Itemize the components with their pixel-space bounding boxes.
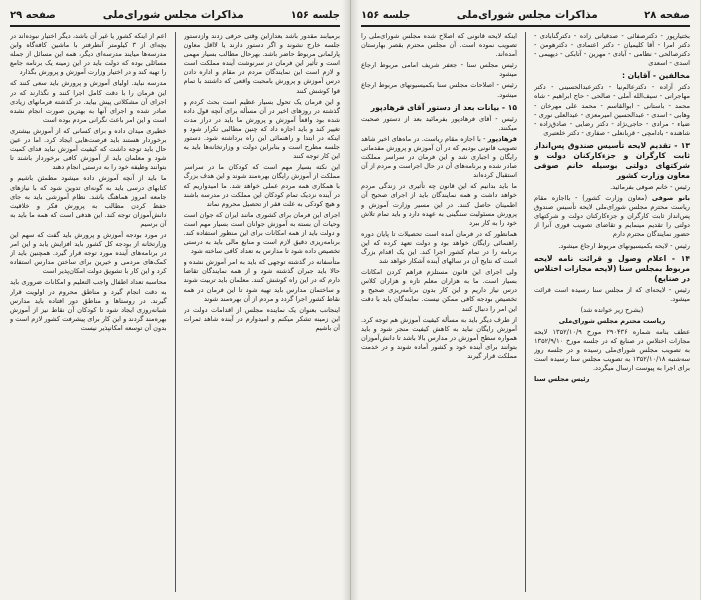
chair-remark: رئیس - آقای فرهادپور بفرمائید بعد از دستور صحبت میکنند. xyxy=(361,114,517,132)
paragraph: همانطور که در فرمان آمده است تحصیلات تا پایان دوره راهنمائی رایگان خواهد بود و دولت تعهد کرده که این برنامه را در تمام کشور اجرا کند. این یک اقدام بزرگ است که نتایج آن در سالهای آینده آشکار خواهد شد xyxy=(361,229,517,266)
text-columns xyxy=(10,32,340,592)
paragraph: اعم از اینکه کشور یا غیر آن باشد، دیگر اختیار نبوده‌اند در بچه‌ای از ۳ کیلومتر آنطرفتر با ماشین کافه‌گاه وابن مدرسه‌ها میایند مدرسه‌ای دیگر، همه این مسائل از جمله مسائلی بوده که دولت باید در این زمینه یک برنامه جامع را تهیه کند و در اختیار وزارت آموزش و پرورش بگذارد xyxy=(10,32,167,77)
gutter-shadow xyxy=(342,0,350,600)
paragraph: ما باید بدانیم که این قانون چه تأثیری در زندگی مردم خواهد داشت و همه نمایندگان باید از اجرای صحیح آن اطمینان حاصل کنند. در این مسیر وزارت آموزش و پرورش مسئولیت سنگینی به عهده دارد و باید تمام تلاش خود را به کار ببرد xyxy=(361,182,517,227)
paragraph: ولی اجرای این قانون مستلزم فراهم کردن امکانات بسیار است. ما به هزاران معلم تازه و هزاران کلاس درس نیاز داریم و این کار بدون برنامه‌ریزی صحیح و تخصیص بودجه کافی ممکن نیست. نمایندگان باید با دقت این امر را دنبال کنند xyxy=(361,268,517,313)
right-page xyxy=(350,0,700,600)
chair-remark: رئیس - لایحه بکمیسیونهای مربوط ارجاع میشود. xyxy=(558,241,690,250)
paragraph: در مورد بودجه آموزش و پرورش باید گفت که سهم این وزارتخانه از بودجه کل کشور باید افزایش یابد و این امر در برنامه‌های آینده مورد توجه قرار گیرد. همچنین باید از کمک‌های مردمی و خیرین برای ساختن مدارس استفاده کرد و این کار با تشویق دولت امکان‌پذیر است xyxy=(10,230,167,276)
paragraph: و این فرمان یک تحول بسیار عظیم است بحث کردم و گذشته در روزهای اخیر در آن مسأله برای آنچه قول داده شده بود واقعاً آموزش و پرورش ما باید در دراز مدت تغییر کند و باید اجازه داد که چنین مطالبی تکرار شود و اینکه در ابتدا و راهنمائی این راه برداشته شود. دستور جلسه مطرح است و بنابراین دولت و وزارتخانه‌ها باید به این کار توجه کنند xyxy=(183,97,340,161)
paragraph: محاسبه تعداد اطفال واجب التعلیم و امکانات ضروری باید به دقت انجام گیرد و مناطق محروم در اولویت قرار گیرند. در روستاها و مناطق دور افتاده باید مدارس شبانه‌روزی ایجاد شود تا کودکان آن نقاط نیز از آموزش بهره‌مند گردند و این کار برای پیشرفت کشور لازم است و بدون آن توسعه امکانپذیر نیست xyxy=(10,278,167,332)
chair-remark: رئیس - اصلاحات مجلس سنا بکمیسیونهای مربوط ارجاع میشود. xyxy=(361,81,517,99)
speaker-name: بانو صوفی xyxy=(651,194,690,203)
session-label: جلسه ۱۵۶ xyxy=(290,9,340,21)
letter-addressee: ریاست محترم مجلس شورای‌ملی xyxy=(558,316,666,325)
chair-remark: رئیس - خانم صوفی بفرمائید. xyxy=(610,182,690,191)
paragraph: مدرسه نباید. اولیای آموزش و پرورش باید سعی کنند که این فرمان را با دقت کامل اجرا کنند و نگذارند که در اجرای آن مشکلاتی پیش بیاید. در گذشته فرمانهای زیادی صادر شده و اجرای آنها به بهترین صورت انجام نشده است و این امر باعث نگرانی مردم بوده است xyxy=(10,79,167,124)
paragraph: این نکته بسیار مهم است که کودکان ما در سراسر مملکت از آموزش رایگان بهره‌مند شوند و این هدف بزرگ با همکاری همه مردم عملی خواهد شد. ما امیدواریم که در آینده نزدیک تمام کودکان این مملکت در مدرسه باشند و هیچ کودکی به علت فقر از تحصیل محروم نماند xyxy=(183,163,340,208)
chair-remark: رئیس - لایحه‌ای که از مجلس سنا رسیده است قرائت میشود. xyxy=(534,285,690,303)
speech-paragraph xyxy=(361,135,517,180)
paragraph: رئیس مجلس سنا - جعفر شریف امامی مربوط ارجاع میشود xyxy=(361,61,517,79)
text-columns xyxy=(361,32,690,592)
paragraph: اینجانب بعنوان یک نماینده مجلس از اقدامات دولت در این زمینه تشکر میکنم و امیدوارم در آینده شاهد ثمرات آن باشیم xyxy=(183,305,340,332)
page-number: صفحه ۲۸ xyxy=(644,9,690,21)
column-right xyxy=(184,32,341,592)
paragraph: بختیارپور - دکترصفائی - صدقیانی زاده - دکترگنابادی - دکتر امرا - آقا کلیمیان - دکتر اعتمادی - دکترهومن - دکترصالحی - نظامی - آبادی - مهرین - آتابکی - دیهیمی - اسدی - اسعدی xyxy=(534,32,690,68)
letter-body: عطف بنامه شماره ۲۹۰۴۳۶ مورخ ۱۳۵۲/۱۰/۹ لایحه مجازات اختلاس در صنایع که در جلسه مورخ ۱۳۵۲/۹/۱۰ به تصویب مجلس شورای‌ملی رسیده و در جلسه روز سه‌شنبه ۱۳۵۲/۱۰/۱۸ به تصویب مجلس سنا رسیده است برای اجرا به پیوست ارسال میگردد. xyxy=(534,327,690,373)
agenda-item-heading: ۱۵ - بیانات بعد از دستور آقای فرهادپور xyxy=(370,102,517,112)
column-divider xyxy=(175,32,176,592)
section-heading: مخالفین - آقایان : xyxy=(621,71,690,81)
column-right xyxy=(534,32,690,592)
paragraph: اینکه لایحه قانونی که اصلاح شده مجلس شورای‌ملی را تصویب نموده است. آن مجلس محترم بقصر بهارستان آمده‌اند. xyxy=(361,32,517,59)
paragraph: دکتر آزاده - دکترعالم‌نیا - دکترعبدالحسینی - دکتر مهاجرانی - سیف‌الله آملی - صالحی - حاج ابراهیم - شاه محمد - باستانی - ابوالقاسم - محمد علی مهرخان - وهابی - اسدی - عبدالحسین امیرمعزی - عبدالعلی نوری - ضیاء - مرادی - حاجی‌نژاد - دکتر رضایی - صادق‌زاده - شاهنده - بادامچی - قربانعلی - صفاری - دکتر خلعتبری xyxy=(534,83,690,137)
agenda-item-heading: ۱۳ - تقدیم لایحه تأسیس صندوق پس‌انداز ثابت کارگران و جزءکارکنان دولت و شرکتهای دولتی بوسیله خانم صوفی معاون وزارت کشور xyxy=(534,140,690,180)
journal-title: مذاکرات مجلس شورای‌ملی xyxy=(456,9,598,21)
journal-title: مذاکرات مجلس شورای‌ملی xyxy=(102,9,244,21)
page-header xyxy=(10,8,340,27)
speech-paragraph xyxy=(534,194,690,239)
column-divider xyxy=(525,32,526,592)
speech-text: (معاون وزارت کشور) - بااجازه مقام ریاست محترم مجلس شورای‌ملی لایحه تأسیس صندوق پس‌انداز ثابت کارگران و جزءکارکنان دولت و شرکتهای دولتی را تقدیم مینمایم و تقاضای تصویب فوری آنرا از حضور نمایندگان محترم دارم xyxy=(534,194,690,239)
session-label: جلسه ۱۵۶ xyxy=(361,9,411,21)
page-header xyxy=(361,8,690,27)
paragraph: اجرای این فرمان برای کشوری مانند ایران که جوان است وحیات آن بسته به آموزش جوانان است بسیار مهم است و دولت باید از همه امکانات برای این منظور استفاده کند. برنامه‌ریزی دقیق لازم است و منابع مالی باید به درستی تخصیص داده شود تا مدارس به تعداد کافی ساخته شود xyxy=(183,210,340,256)
agenda-item-heading: ۱۴ - اعلام وصول و قرائت نامه لایحه مربوط بمجلس سنا (لایحه مجازات اختلاس در صنایع) xyxy=(534,253,690,283)
page-number: صفحه ۲۹ xyxy=(10,9,56,21)
left-page xyxy=(0,0,350,600)
letter-signature: رئیس مجلس سنا xyxy=(534,375,590,384)
paragraph: برمیابند مقدور باشد بعدازاین وقتی حرفی زدند وازدستور جلسه خارج نشوند و اگر دستور دارند یا لااقل معاون پارلمانی مربوط حاضر باشد. بهرحال مطالب بسیار مهمی است و تأثیر این فرمان در سرنوشت آینده مملکت است و لازم است این نمایندگان مردم در مقام و اداره دادن درس آموزش و پرورش بامحبت واقعی که داشتند با تمام قوا کوشش کنند xyxy=(183,32,340,95)
column-left xyxy=(361,32,517,592)
speech-text: - با اجازه مقام ریاست. در ماه‌های اخیر شاهد تصویب قانونی بودیم که در آن آموزش و پرورش مقدماتی رایگان و اجباری شد و این فرمان در سراسر مملکت صادر شده و برنامه‌های آن در حال اجراست و مردم از آن استقبال کرده‌اند xyxy=(361,134,517,180)
speaker-name: فرهادپور xyxy=(487,134,517,143)
gutter-shadow xyxy=(351,0,359,600)
paragraph: خطیری میدان داده و برای کسانی که از آموزش بیشتری برخوردار هستند باید فرصت‌هایی ایجاد کرد. اما در عین حال باید توجه داشت که کیفیت آموزش نباید فدای کمیت شود و معلمان باید از آموزش کافی برخوردار باشند تا بتوانند وظیفه خود را به درستی انجام دهند xyxy=(10,126,167,172)
paragraph: ما باید از آنچه آموزش داده میشود مطمئن باشیم و کتابهای درسی باید به گونه‌ای تدوین شود که با نیازهای جامعه امروز هماهنگ باشد. نظام آموزشی باید به جای حفظ کردن مطالب به پرورش فکر و خلاقیت دانش‌آموزان توجه کند. این هدفی است که همه ما باید به آن برسیم xyxy=(10,174,167,228)
column-left xyxy=(10,32,167,592)
reading-note: (بشرح زیر خوانده شد) xyxy=(580,305,644,314)
paragraph: متأسفانه در گذشته توجهی که باید به امر آموزش نشده و حالا باید جبران گذشته شود و از همه نمایندگان تقاضا دارم که در این راه کوشش کنند. معلمان باید تربیت شوند و ساختمان مدارس باید تهیه شود تا این فرمان در همه نقاط کشور اجرا گردد و مردم از آن بهره‌مند شوند xyxy=(183,258,340,303)
paragraph: از طرف دیگر باید به مسأله کیفیت آموزش هم توجه کرد. آموزش رایگان نباید به کاهش کیفیت منجر شود و باید همواره سطح آموزش در مدارس بالا باشد تا دانش‌آموزان بتوانند برای آینده خود و کشور آماده شوند و در خدمت مملکت قرار گیرند xyxy=(361,315,517,360)
